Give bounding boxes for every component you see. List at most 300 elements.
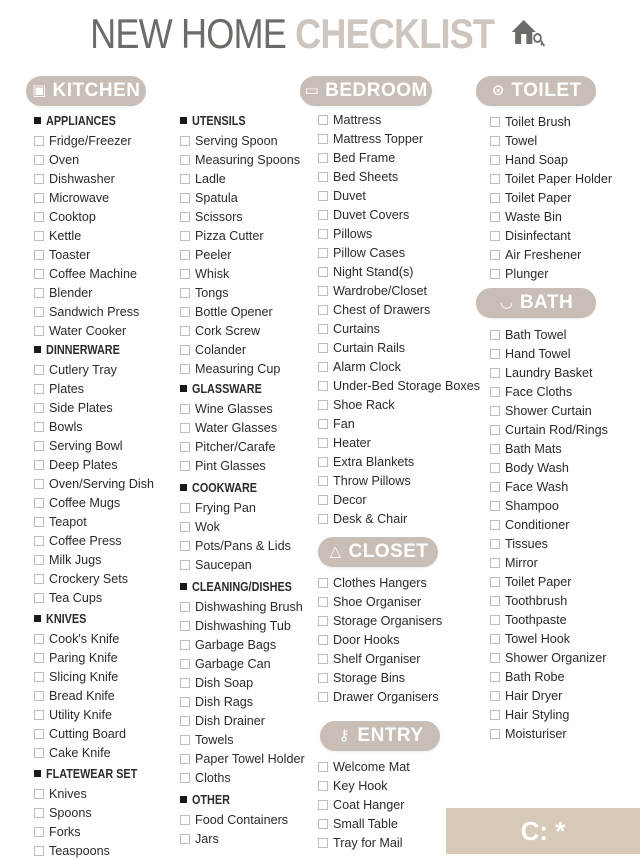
checklist-item-label: Toilet Paper Holder [505, 171, 613, 186]
checklist-item[interactable] [180, 359, 280, 378]
checkbox[interactable] [318, 172, 328, 182]
checkbox[interactable] [34, 269, 44, 279]
checklist-item[interactable] [34, 667, 118, 686]
checklist-item[interactable] [180, 829, 219, 848]
checklist-item[interactable] [318, 509, 407, 528]
checkbox[interactable] [490, 482, 500, 492]
checklist-item[interactable] [490, 245, 581, 264]
checklist-item[interactable] [34, 629, 119, 648]
checklist-item[interactable] [34, 648, 118, 667]
checkbox[interactable] [318, 476, 328, 486]
checkbox[interactable] [180, 174, 190, 184]
checkbox[interactable] [180, 136, 190, 146]
checkbox[interactable] [180, 326, 190, 336]
checklist-item[interactable] [34, 512, 87, 531]
checkbox[interactable] [34, 479, 44, 489]
checkbox[interactable] [34, 498, 44, 508]
checkbox[interactable] [34, 384, 44, 394]
checklist-item-label: Bath Mats [505, 441, 562, 456]
checklist-item[interactable] [180, 810, 288, 829]
checklist-item[interactable] [318, 833, 403, 852]
checklist-item[interactable] [318, 414, 355, 433]
checkbox[interactable] [34, 231, 44, 241]
checklist-item[interactable] [490, 629, 570, 648]
checkbox[interactable] [490, 212, 500, 222]
checkbox[interactable] [490, 444, 500, 454]
checkbox[interactable] [490, 136, 500, 146]
checklist-item[interactable] [318, 300, 430, 319]
checkbox[interactable] [318, 191, 328, 201]
checklist-item[interactable] [318, 262, 414, 281]
checklist-item[interactable] [34, 302, 139, 321]
checklist-item[interactable] [180, 399, 273, 418]
checklist-item[interactable] [318, 110, 381, 129]
bullet-square-icon [34, 117, 41, 124]
checklist-item[interactable] [490, 591, 567, 610]
checklist-item[interactable] [34, 550, 101, 569]
checkbox[interactable] [180, 212, 190, 222]
checkbox[interactable] [490, 250, 500, 260]
checklist-item[interactable] [180, 498, 256, 517]
checklist-item[interactable] [180, 597, 303, 616]
checklist-item[interactable] [318, 649, 421, 668]
checkbox[interactable] [180, 364, 190, 374]
checklist-item[interactable] [490, 401, 592, 420]
checklist-item[interactable] [490, 226, 571, 245]
checklist-item-label: Fridge/Freezer [49, 133, 132, 148]
checkbox[interactable] [490, 269, 500, 279]
checklist-item[interactable] [34, 588, 102, 607]
checklist-item[interactable] [180, 340, 246, 359]
checklist-item[interactable] [318, 376, 480, 395]
checklist-item-label: Mattress [333, 112, 382, 127]
checkbox[interactable] [490, 539, 500, 549]
checklist-item[interactable] [34, 360, 117, 379]
checklist-item[interactable] [180, 616, 291, 635]
checklist-item-label: Microwave [49, 190, 110, 205]
checkbox[interactable] [318, 762, 328, 772]
checklist-item[interactable] [490, 477, 568, 496]
checkbox[interactable] [34, 808, 44, 818]
checklist-item[interactable] [180, 692, 253, 711]
checklist-item-label: Door Hooks [333, 632, 400, 647]
checkbox[interactable] [34, 517, 44, 527]
checklist-item[interactable] [490, 515, 569, 534]
checklist-item[interactable] [34, 398, 113, 417]
checkbox[interactable] [490, 406, 500, 416]
checklist-item[interactable] [180, 517, 220, 536]
checklist-item[interactable] [318, 757, 410, 776]
checkbox[interactable] [318, 115, 328, 125]
checklist-item[interactable] [490, 610, 567, 629]
checkbox[interactable] [34, 365, 44, 375]
checkbox[interactable] [490, 672, 500, 682]
checkbox[interactable] [180, 735, 190, 745]
checkbox[interactable] [318, 400, 328, 410]
checkbox[interactable] [318, 635, 328, 645]
checkbox[interactable] [318, 495, 328, 505]
checkbox[interactable] [490, 425, 500, 435]
checklist-item-label: Shampoo [505, 498, 559, 513]
checkbox[interactable] [180, 754, 190, 764]
checklist-item[interactable] [318, 776, 388, 795]
checklist-item[interactable] [318, 319, 380, 338]
page-title [43, 10, 593, 66]
checklist-item[interactable] [318, 357, 401, 376]
checkbox[interactable] [490, 117, 500, 127]
checkbox[interactable] [490, 155, 500, 165]
checklist-item[interactable] [180, 245, 231, 264]
checklist-item[interactable] [34, 283, 92, 302]
checklist-item[interactable] [490, 131, 537, 150]
checklist-item[interactable] [180, 456, 266, 475]
checklist-item[interactable] [180, 437, 276, 456]
checklist-item[interactable] [490, 496, 559, 515]
checkbox[interactable] [180, 697, 190, 707]
checklist-item[interactable] [34, 169, 115, 188]
checklist-item[interactable] [180, 635, 276, 654]
checklist-item[interactable] [318, 281, 427, 300]
checklist-item[interactable] [34, 822, 80, 841]
checkbox[interactable] [180, 541, 190, 551]
checkbox[interactable] [34, 827, 44, 837]
checkbox[interactable] [180, 307, 190, 317]
checklist-item-label: Frying Pan [195, 500, 256, 515]
checkbox[interactable] [34, 710, 44, 720]
checkbox[interactable] [318, 134, 328, 144]
checkbox[interactable] [180, 716, 190, 726]
checklist-item[interactable] [490, 112, 571, 131]
checklist-item[interactable] [34, 226, 81, 245]
checklist-item[interactable] [318, 186, 366, 205]
checkbox[interactable] [180, 678, 190, 688]
checklist-item-label: Wardrobe/Closet [333, 283, 428, 298]
checkbox[interactable] [318, 838, 328, 848]
checkbox[interactable] [318, 286, 328, 296]
checkbox[interactable] [318, 324, 328, 334]
checkbox[interactable] [34, 729, 44, 739]
checkbox[interactable] [490, 501, 500, 511]
checkbox[interactable] [490, 520, 500, 530]
checklist-item[interactable] [318, 224, 372, 243]
checkbox[interactable] [34, 672, 44, 682]
checklist-item[interactable] [490, 439, 562, 458]
checkbox[interactable] [490, 387, 500, 397]
checkbox[interactable] [318, 438, 328, 448]
checklist-item[interactable] [34, 724, 126, 743]
checkbox[interactable] [180, 288, 190, 298]
checkbox[interactable] [180, 231, 190, 241]
checklist-item[interactable] [490, 724, 567, 743]
checklist-item-label: Saucepan [195, 557, 252, 572]
checklist-item[interactable] [34, 245, 90, 264]
checkbox[interactable] [318, 819, 328, 829]
checklist-item-label: Spoons [49, 805, 92, 820]
checklist-item-label: Plunger [505, 266, 549, 281]
checklist-item[interactable] [34, 379, 84, 398]
checkbox[interactable] [34, 460, 44, 470]
checkbox[interactable] [490, 577, 500, 587]
checklist-item-label: Waste Bin [505, 209, 562, 224]
checklist-item-label: Dish Rags [195, 694, 254, 709]
checklist-item[interactable] [180, 654, 271, 673]
checklist-item-label: Oven [49, 152, 80, 167]
checklist-item[interactable] [318, 630, 400, 649]
checkbox[interactable] [180, 503, 190, 513]
checklist-item[interactable] [490, 553, 538, 572]
checklist-item[interactable] [490, 420, 608, 439]
checkbox[interactable] [490, 558, 500, 568]
group-header [34, 609, 93, 628]
checklist-item[interactable] [180, 207, 243, 226]
checkbox[interactable] [180, 442, 190, 452]
checkbox[interactable] [180, 659, 190, 669]
checkbox[interactable] [490, 330, 500, 340]
checkbox[interactable] [34, 574, 44, 584]
checkbox[interactable] [318, 673, 328, 683]
checklist-item[interactable] [180, 730, 234, 749]
checklist-item[interactable] [34, 569, 128, 588]
checkbox[interactable] [490, 368, 500, 378]
checkbox[interactable] [34, 307, 44, 317]
checkbox[interactable] [34, 250, 44, 260]
checkbox[interactable] [318, 781, 328, 791]
checkbox[interactable] [180, 773, 190, 783]
checklist-item[interactable] [180, 264, 229, 283]
checkbox[interactable] [490, 174, 500, 184]
checklist-item[interactable] [490, 572, 572, 591]
checklist-item[interactable] [180, 673, 253, 692]
checkbox[interactable] [180, 522, 190, 532]
checklist-item[interactable] [180, 188, 238, 207]
checklist-item[interactable] [34, 474, 154, 493]
checkbox[interactable] [34, 288, 44, 298]
checkbox[interactable] [34, 212, 44, 222]
checkbox[interactable] [34, 691, 44, 701]
checklist-item[interactable] [180, 150, 300, 169]
checklist-item-label: Bath Towel [505, 327, 567, 342]
checkbox[interactable] [318, 597, 328, 607]
checkbox[interactable] [34, 555, 44, 565]
checklist-item[interactable] [318, 452, 414, 471]
checkbox[interactable] [490, 615, 500, 625]
bathtub-icon: ◡ [500, 294, 513, 311]
checkbox[interactable] [318, 267, 328, 277]
checklist-item[interactable] [180, 169, 226, 188]
group-header [34, 764, 152, 783]
checklist-item[interactable] [318, 471, 411, 490]
checklist-item[interactable] [318, 205, 409, 224]
checklist-item[interactable] [180, 131, 278, 150]
checkbox[interactable] [180, 269, 190, 279]
group-header-label: FLATEWEAR SET [46, 766, 138, 781]
checklist-item[interactable] [180, 768, 231, 787]
checkbox[interactable] [180, 193, 190, 203]
checkbox[interactable] [318, 248, 328, 258]
checkbox[interactable] [180, 423, 190, 433]
checklist-item[interactable] [490, 207, 562, 226]
checklist-item[interactable] [34, 207, 96, 226]
checklist-item[interactable] [34, 841, 110, 860]
checkbox[interactable] [34, 634, 44, 644]
checklist-item[interactable] [180, 226, 264, 245]
checkbox[interactable] [34, 193, 44, 203]
checklist-item[interactable] [34, 321, 126, 340]
checklist-item-label: Coffee Mugs [49, 495, 121, 510]
checklist-item[interactable] [34, 417, 83, 436]
checklist-item-label: Curtain Rails [333, 340, 406, 355]
checkbox[interactable] [490, 634, 500, 644]
checklist-item[interactable] [180, 711, 265, 730]
checkbox[interactable] [34, 403, 44, 413]
checklist-item[interactable] [318, 592, 421, 611]
checkbox[interactable] [490, 653, 500, 663]
checkbox[interactable] [318, 305, 328, 315]
checklist-item[interactable] [34, 743, 111, 762]
checklist-item[interactable] [318, 243, 405, 262]
checklist-item[interactable] [490, 705, 569, 724]
checklist-item-label: Fan [333, 416, 355, 431]
checklist-item[interactable] [34, 686, 115, 705]
checkbox[interactable] [490, 729, 500, 739]
checklist-item[interactable] [180, 321, 260, 340]
checkbox[interactable] [318, 343, 328, 353]
checkbox[interactable] [318, 692, 328, 702]
checklist-item-label: Hand Soap [505, 152, 569, 167]
checkbox[interactable] [34, 155, 44, 165]
checklist-item[interactable] [490, 667, 565, 686]
checkbox[interactable] [180, 461, 190, 471]
checklist-item-label: Shoe Rack [333, 397, 395, 412]
checklist-item[interactable] [34, 150, 79, 169]
checkbox[interactable] [318, 210, 328, 220]
checklist-item[interactable] [318, 573, 427, 592]
checklist-item[interactable] [180, 536, 291, 555]
checkbox[interactable] [180, 250, 190, 260]
checklist-item[interactable] [318, 814, 398, 833]
checkbox[interactable] [34, 136, 44, 146]
checkbox[interactable] [318, 616, 328, 626]
checkbox[interactable] [34, 536, 44, 546]
checkbox[interactable] [318, 419, 328, 429]
checkbox[interactable] [34, 422, 44, 432]
checklist-item[interactable] [490, 344, 571, 363]
checkbox[interactable] [318, 457, 328, 467]
checkbox[interactable] [318, 800, 328, 810]
checkbox[interactable] [180, 560, 190, 570]
checklist-item[interactable] [318, 167, 398, 186]
checkbox[interactable] [180, 155, 190, 165]
checklist-item[interactable] [318, 795, 404, 814]
checklist-item[interactable] [34, 455, 118, 474]
checkbox[interactable] [490, 349, 500, 359]
checkbox[interactable] [34, 789, 44, 799]
checklist-item[interactable] [180, 555, 252, 574]
checkbox[interactable] [180, 834, 190, 844]
checklist-item[interactable] [34, 188, 109, 207]
checkbox[interactable] [490, 463, 500, 473]
checkbox[interactable] [490, 710, 500, 720]
checklist-item-label: Tea Cups [49, 590, 103, 605]
checklist-item[interactable] [318, 395, 395, 414]
checklist-item[interactable] [490, 150, 568, 169]
checkbox[interactable] [490, 691, 500, 701]
checkbox[interactable] [318, 153, 328, 163]
checklist-item[interactable] [34, 436, 123, 455]
checklist-item[interactable] [318, 611, 442, 630]
checklist-item[interactable] [490, 686, 562, 705]
checkbox[interactable] [34, 748, 44, 758]
checkbox[interactable] [180, 602, 190, 612]
checklist-item[interactable] [318, 490, 367, 509]
checklist-item[interactable] [180, 749, 305, 768]
section-pill-bedroom [300, 76, 432, 106]
checklist-item[interactable] [34, 705, 112, 724]
checklist-item[interactable] [180, 418, 277, 437]
checkbox[interactable] [180, 815, 190, 825]
checkbox[interactable] [34, 441, 44, 451]
checklist-item[interactable] [490, 188, 572, 207]
checklist-item[interactable] [490, 534, 548, 553]
checklist-item[interactable] [490, 458, 569, 477]
checklist-item[interactable] [34, 784, 87, 803]
checkbox[interactable] [490, 193, 500, 203]
checklist-item[interactable] [34, 131, 132, 150]
checkbox[interactable] [34, 326, 44, 336]
checklist-item[interactable] [180, 302, 273, 321]
checkbox[interactable] [318, 362, 328, 372]
checkbox[interactable] [34, 846, 44, 856]
checkbox[interactable] [318, 578, 328, 588]
checklist-item[interactable] [34, 264, 137, 283]
checkbox[interactable] [34, 174, 44, 184]
checkbox[interactable] [180, 404, 190, 414]
checkbox[interactable] [490, 231, 500, 241]
checkbox[interactable] [490, 596, 500, 606]
checkbox[interactable] [318, 514, 328, 524]
checklist-item[interactable] [490, 382, 572, 401]
checkbox[interactable] [34, 653, 44, 663]
checklist-item[interactable] [34, 803, 92, 822]
checklist-item[interactable] [490, 264, 548, 283]
checklist-item[interactable] [490, 363, 593, 382]
checklist-item[interactable] [34, 531, 122, 550]
checklist-item[interactable] [318, 668, 405, 687]
checklist-item[interactable] [318, 129, 423, 148]
checklist-item[interactable] [318, 687, 439, 706]
bullet-square-icon [180, 796, 187, 803]
checklist-item[interactable] [180, 283, 229, 302]
checklist-item[interactable] [34, 493, 120, 512]
checklist-item-label: Duvet Covers [333, 207, 410, 222]
checkbox[interactable] [318, 381, 328, 391]
checkbox[interactable] [180, 640, 190, 650]
checklist-item[interactable] [490, 648, 607, 667]
checklist-item[interactable] [318, 433, 371, 452]
checklist-item[interactable] [318, 338, 405, 357]
checklist-item[interactable] [490, 325, 566, 344]
checklist-item-label: Shelf Organiser [333, 651, 421, 666]
checkbox[interactable] [318, 229, 328, 239]
checkbox[interactable] [180, 345, 190, 355]
checkbox[interactable] [180, 621, 190, 631]
checkbox[interactable] [34, 593, 44, 603]
checklist-item[interactable] [490, 169, 612, 188]
checklist-item[interactable] [318, 148, 395, 167]
checkbox[interactable] [318, 654, 328, 664]
checklist-item-label: Plates [49, 381, 85, 396]
hanger-icon: △ [329, 543, 342, 560]
